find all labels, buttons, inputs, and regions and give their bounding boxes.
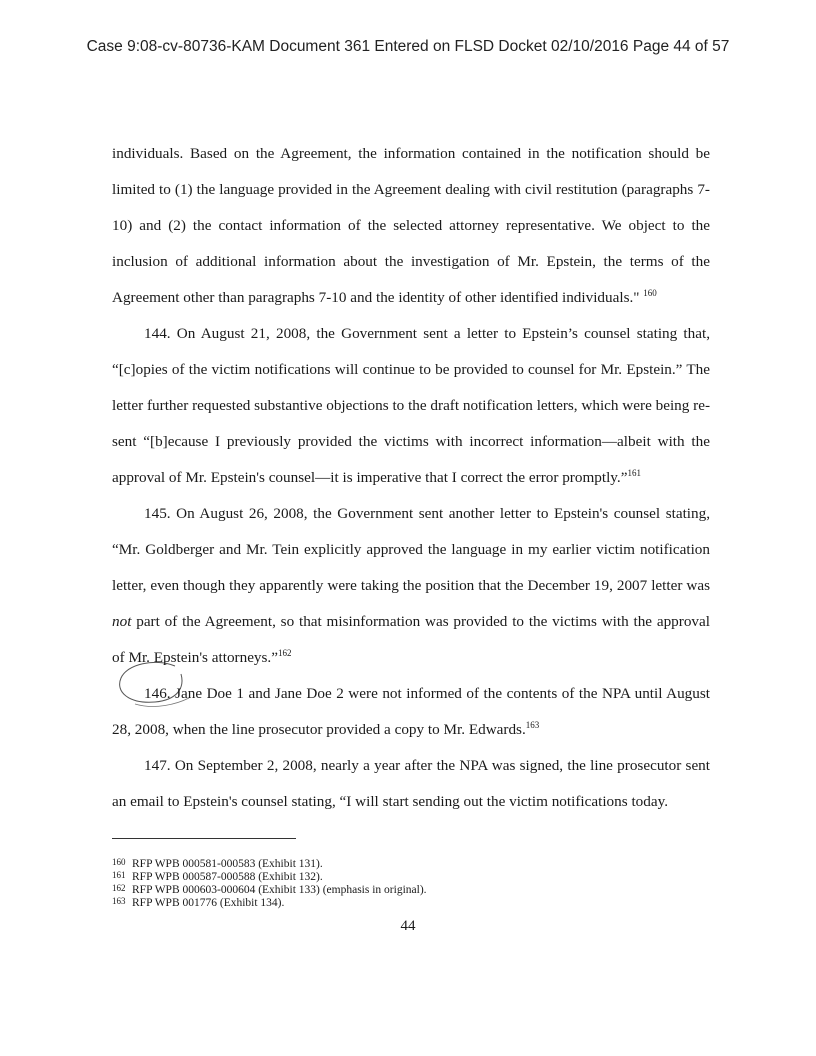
emphasis-not: not <box>112 613 132 630</box>
footnote-divider <box>112 838 296 839</box>
footnote-161: 161 RFP WPB 000587-000588 (Exhibit 132). <box>112 870 323 883</box>
paragraph-145: 145. On August 26, 2008, the Government sent another letter to Epstein's counsel stating, “Mr. Goldberger and Mr. Tein explicitly approved the language in my earlier victim notification letter, even though they apparently were taking the position that the December 19, 2007 letter was not part of the Agreement, so that misinformation was provided to the victims with the approval of Mr. Epstein's attorneys.”$^{162}$ <box>112 505 710 666</box>
paragraph-146: 146. Jane Doe 1 and Jane Doe 2 were not informed of the contents of the NPA until August 28, 2008, when the line prosecutor provided a copy to Mr. Edwards.$^{163}$ <box>112 685 710 738</box>
paragraph-144: 144. On August 21, 2008, the Government sent a letter to Epstein’s counsel stating that, “[c]opies of the victim notifications will continue to be provided to counsel for Mr. Epstein.” The letter further requested substantive objections to the draft notification letters, which were being re-sent “[b]ecause I previously provided the victims with incorrect information—albeit with the approval of Mr. Epstein's counsel—it is imperative that I correct the error promptly.”$^{161}$ <box>112 325 711 486</box>
footnote-ref-162: 162 <box>277 648 292 658</box>
footnote-ref-160: 160 <box>643 288 657 298</box>
paragraph-147: 147. On September 2, 2008, nearly a year after the NPA was signed, the line prosecutor sent an email to Epstein's counsel stating, “I will start sending out the victim notifications today. <box>112 757 710 810</box>
docket-header: Case 9:08-cv-80736-KAM Document 361 Entered on FLSD Docket 02/10/2016 Page 44 of 57 <box>86 38 730 55</box>
footnote-160: 160 RFP WPB 000581-000583 (Exhibit 131). <box>112 857 323 870</box>
footnote-162: 162 RFP WPB 000603-000604 (Exhibit 133) (emphasis in original). <box>112 883 427 896</box>
footnote-ref-161: 161 <box>627 468 641 478</box>
paragraph-continuation: individuals. Based on the Agreement, the information contained in the notification should be limited to (1) the language provided in the Agreement dealing with civil restitution (paragraphs 7-10) and (2) the contact information of the selected attorney representative. We object to the inclusion of additional information about the investigation of Mr. Epstein, the terms of the Agreement other than paragraphs 7-10 and the identity of other identified individuals." $^{160}$ <box>112 145 710 306</box>
page-number: 44 <box>400 918 416 934</box>
footnote-ref-163: 163 <box>525 720 540 730</box>
footnote-163: 163 RFP WPB 001776 (Exhibit 134). <box>112 896 285 909</box>
document-body <box>112 136 710 820</box>
